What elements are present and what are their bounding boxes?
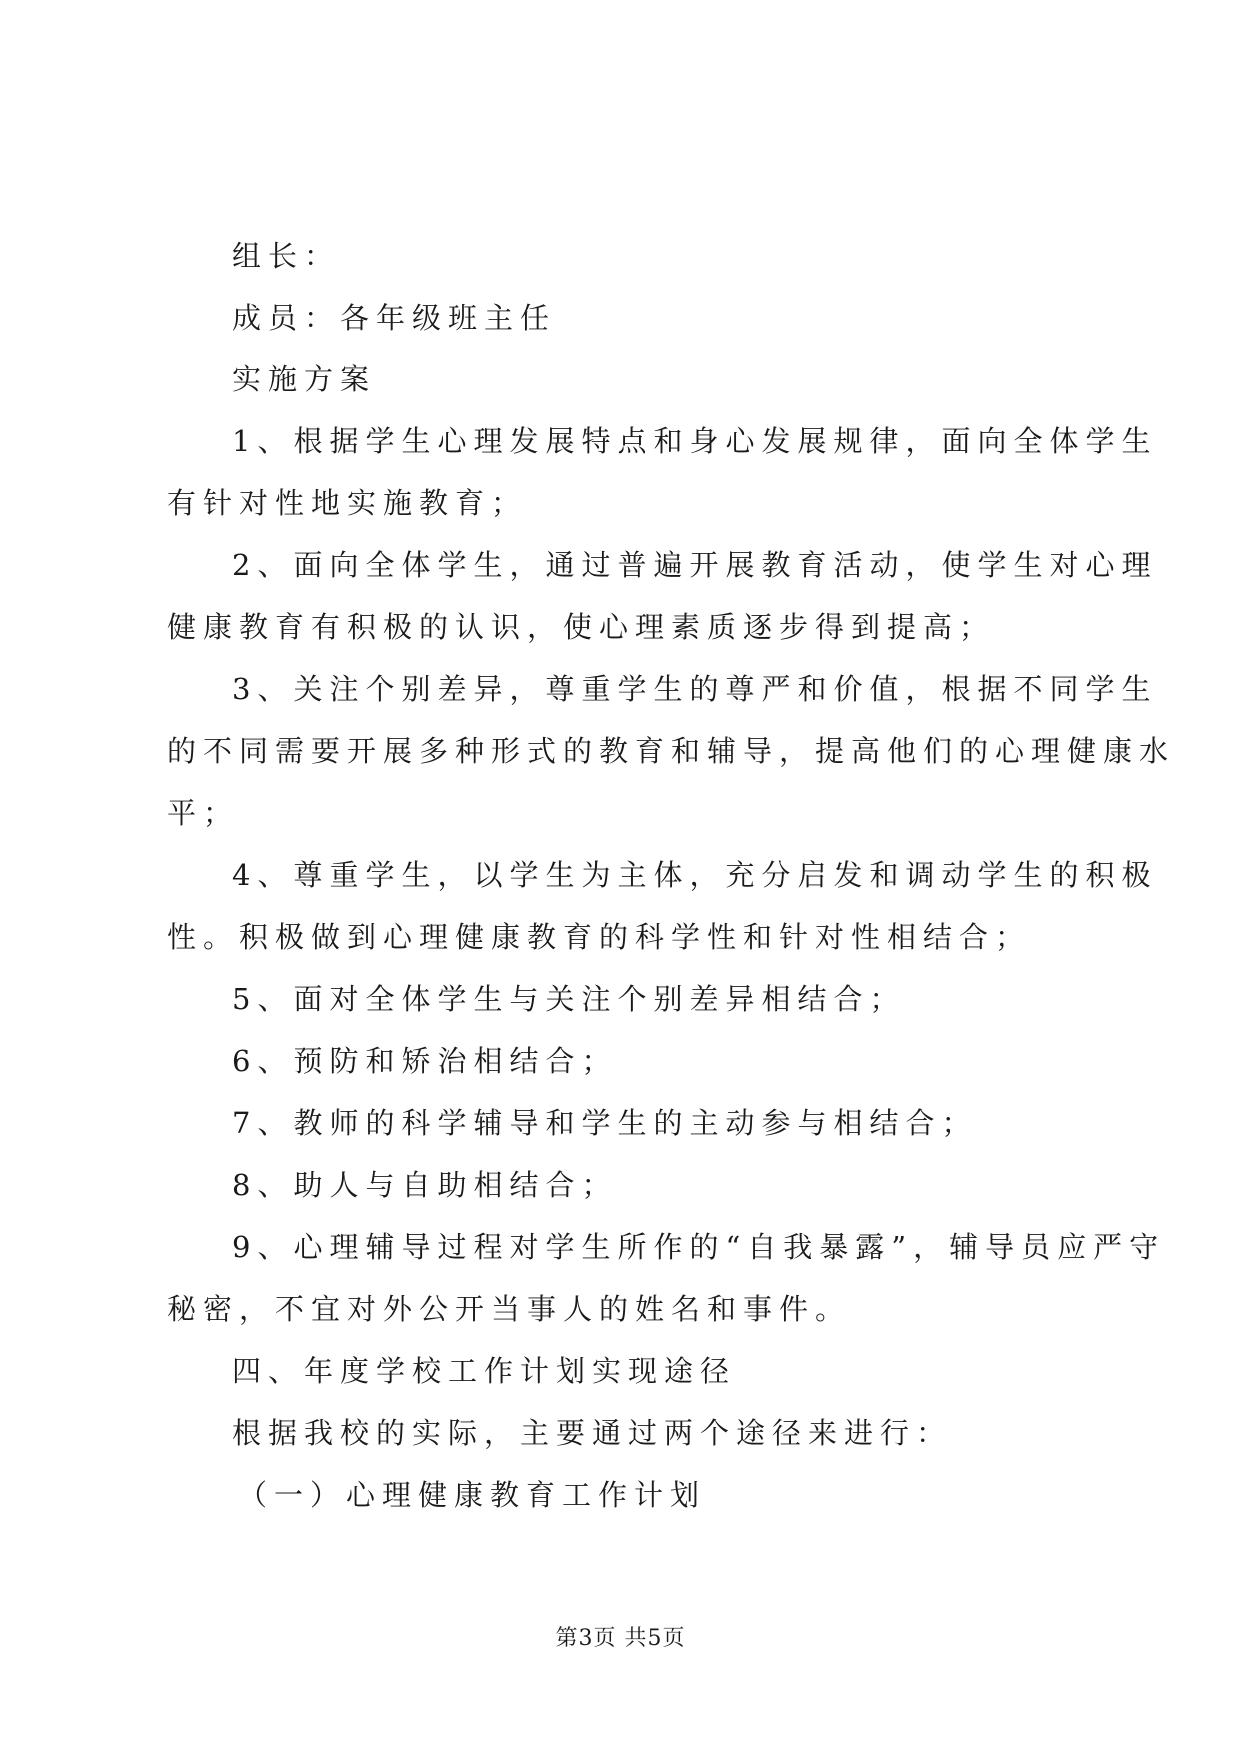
paragraph-4-line-2: 性。积极做到心理健康教育的科学性和针对性相结合； bbox=[167, 920, 1032, 954]
section-heading-implementation: 实施方案 bbox=[232, 362, 377, 396]
paragraph-8: 8、助人与自助相结合； bbox=[232, 1168, 618, 1202]
paragraph-approach: 根据我校的实际，主要通过两个途径来进行： bbox=[232, 1416, 953, 1450]
paragraph-6: 6、预防和矫治相结合； bbox=[232, 1044, 618, 1078]
paragraph-7: 7、教师的科学辅导和学生的主动参与相结合； bbox=[232, 1106, 978, 1140]
paragraph-3-line-3: 平； bbox=[167, 796, 240, 830]
paragraph-3-line-2: 的不同需要开展多种形式的教育和辅导，提高他们的心理健康水 bbox=[167, 734, 1176, 768]
paragraph-5: 5、面对全体学生与关注个别差异相结合； bbox=[232, 982, 906, 1016]
paragraph-2-line-1: 2、面向全体学生，通过普遍开展教育活动，使学生对心理 bbox=[232, 548, 1158, 582]
paragraph-3-line-1: 3、关注个别差异，尊重学生的尊严和价值，根据不同学生 bbox=[232, 672, 1158, 706]
section-heading-four: 四、年度学校工作计划实现途径 bbox=[232, 1354, 737, 1388]
paragraph-4-line-1: 4、尊重学生，以学生为主体，充分启发和调动学生的积极 bbox=[232, 858, 1158, 892]
text-line-team-leader: 组长： bbox=[232, 239, 341, 273]
subsection-heading-one: （一）心理健康教育工作计划 bbox=[238, 1478, 707, 1512]
paragraph-1-line-2: 有针对性地实施教育； bbox=[167, 486, 528, 520]
paragraph-2-line-2: 健康教育有积极的认识，使心理素质逐步得到提高； bbox=[167, 610, 996, 644]
paragraph-9-line-2: 秘密，不宜对外公开当事人的姓名和事件。 bbox=[167, 1292, 852, 1326]
paragraph-1-line-1: 1、根据学生心理发展特点和身心发展规律，面向全体学生 bbox=[232, 424, 1158, 458]
paragraph-9-line-1: 9、心理辅导过程对学生所作的“自我暴露”，辅导员应严守 bbox=[232, 1230, 1166, 1264]
text-line-members: 成员：各年级班主任 bbox=[232, 301, 557, 335]
page-footer: 第3页 共5页 bbox=[555, 1626, 686, 1651]
